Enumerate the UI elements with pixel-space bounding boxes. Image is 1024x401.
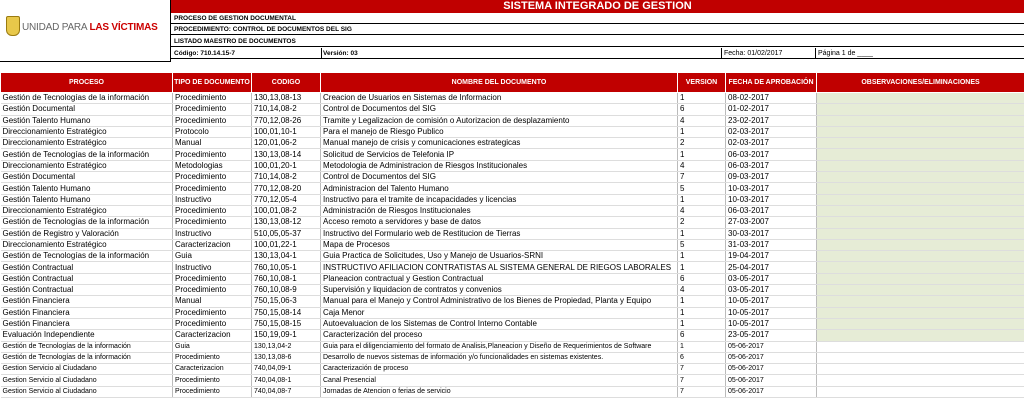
- table-cell: 03-05-2017: [726, 285, 817, 296]
- table-cell: Gestión Documental: [1, 104, 173, 115]
- table-cell: 1: [678, 318, 726, 329]
- table-cell: 7: [678, 386, 726, 397]
- logo-brand: LAS VÍCTIMAS: [89, 22, 158, 33]
- observaciones-cell[interactable]: [817, 364, 1024, 375]
- table-cell: Direccionamiento Estratégico: [1, 160, 173, 171]
- table-cell: Caja Menor: [321, 307, 678, 318]
- table-cell: 1: [678, 228, 726, 239]
- col-nombre: NOMBRE DEL DOCUMENTO: [321, 73, 678, 93]
- table-cell: 1: [678, 149, 726, 160]
- table-cell: Procedimiento: [173, 172, 252, 183]
- table-cell: 120,01,06-2: [252, 138, 321, 149]
- table-cell: 10-03-2017: [726, 194, 817, 205]
- table-row: [1, 93, 1024, 104]
- observaciones-cell[interactable]: [817, 183, 1024, 194]
- col-proceso: PROCESO: [1, 73, 173, 93]
- table-cell: Gestión Financiera: [1, 296, 173, 307]
- observaciones-cell[interactable]: [817, 194, 1024, 205]
- table-cell: Instructivo: [173, 262, 252, 273]
- observaciones-cell[interactable]: [817, 115, 1024, 126]
- table-cell: 760,10,08-1: [252, 273, 321, 284]
- table-row: [1, 239, 1024, 250]
- table-cell: 02-03-2017: [726, 138, 817, 149]
- logo: [22, 22, 158, 33]
- table-cell: 05-06-2017: [726, 352, 817, 363]
- document-header: [0, 0, 1024, 62]
- table-cell: 710,14,08-2: [252, 104, 321, 115]
- table-cell: Administración de Riesgos Institucionales: [321, 205, 678, 216]
- table-cell: 31-03-2017: [726, 239, 817, 250]
- table-cell: Procedimiento: [173, 273, 252, 284]
- table-cell: 10-05-2017: [726, 318, 817, 329]
- table-cell: 1: [678, 307, 726, 318]
- table-cell: 01-02-2017: [726, 104, 817, 115]
- col-fecha: FECHA DE APROBACIÓN: [726, 73, 817, 93]
- table-cell: Gestión Financiera: [1, 318, 173, 329]
- table-cell: Guia: [173, 341, 252, 352]
- table-cell: Gestión de Tecnologías de la información: [1, 149, 173, 160]
- table-cell: Gestión de Tecnologías de la información: [1, 341, 173, 352]
- table-cell: Procedimiento: [173, 217, 252, 228]
- table-cell: 19-04-2017: [726, 251, 817, 262]
- table-cell: 09-03-2017: [726, 172, 817, 183]
- table-cell: 130,13,04-1: [252, 251, 321, 262]
- table-cell: Tramite y Legalizacion de comisión o Autorizacion de desplazamiento: [321, 115, 678, 126]
- table-cell: 2: [678, 217, 726, 228]
- table-cell: 1: [678, 126, 726, 137]
- table-cell: Caracterizacion: [173, 330, 252, 341]
- table-cell: 10-03-2017: [726, 183, 817, 194]
- table-cell: 23-05-2017: [726, 330, 817, 341]
- table-cell: Gestión de Tecnologías de la información: [1, 251, 173, 262]
- table-cell: Autoevaluacion de los Sistemas de Control Interno Contable: [321, 318, 678, 329]
- table-cell: Procedimiento: [173, 375, 252, 386]
- observaciones-cell[interactable]: [817, 126, 1024, 137]
- listado-row: LISTADO MAESTRO DE DOCUMENTOS: [171, 36, 1024, 47]
- table-cell: 7: [678, 375, 726, 386]
- page-title: SISTEMA INTEGRADO DE GESTION: [171, 0, 1024, 13]
- table-cell: Instructivo: [173, 194, 252, 205]
- table-cell: Metodologias: [173, 160, 252, 171]
- codigo-label: Código: 710.14.15-7: [174, 50, 236, 57]
- fecha-label: Fecha: 01/02/2017: [724, 50, 783, 57]
- table-cell: 5: [678, 239, 726, 250]
- table-cell: 4: [678, 285, 726, 296]
- table-cell: Control de Documentos del SIG: [321, 172, 678, 183]
- table-cell: Control de Documentos del SIG: [321, 104, 678, 115]
- table-row: [1, 285, 1024, 296]
- table-cell: 1: [678, 262, 726, 273]
- table-cell: 2: [678, 138, 726, 149]
- col-observaciones: OBSERVACIONES/ELIMINACIONES: [817, 73, 1024, 93]
- table-cell: 25-04-2017: [726, 262, 817, 273]
- observaciones-cell[interactable]: [817, 352, 1024, 363]
- table-cell: 740,04,08-1: [252, 375, 321, 386]
- table-cell: Procedimiento: [173, 93, 252, 104]
- table-cell: Procedimiento: [173, 183, 252, 194]
- table-cell: 1: [678, 251, 726, 262]
- table-cell: Caracterización de proceso: [321, 364, 678, 375]
- table-cell: Caracterizacion: [173, 239, 252, 250]
- table-cell: Gestión Contractual: [1, 285, 173, 296]
- table-cell: Metodologia de Administracion de Riesgos Institucionales: [321, 160, 678, 171]
- observaciones-cell[interactable]: [817, 273, 1024, 284]
- table-cell: 750,15,08-15: [252, 318, 321, 329]
- table-row: [1, 375, 1024, 386]
- col-version: VERSION: [678, 73, 726, 93]
- observaciones-cell[interactable]: [817, 149, 1024, 160]
- table-cell: Instructivo: [173, 228, 252, 239]
- table-cell: Planeacion contractual y Gestion Contractual: [321, 273, 678, 284]
- table-cell: Gestión de Tecnologías de la información: [1, 93, 173, 104]
- observaciones-cell[interactable]: [817, 285, 1024, 296]
- table-row: [1, 115, 1024, 126]
- table-cell: 4: [678, 160, 726, 171]
- table-row: [1, 307, 1024, 318]
- observaciones-cell[interactable]: [817, 138, 1024, 149]
- table-cell: 06-03-2017: [726, 205, 817, 216]
- table-row: [1, 318, 1024, 329]
- observaciones-cell[interactable]: [817, 93, 1024, 104]
- table-cell: 05-06-2017: [726, 386, 817, 397]
- table-header-row: [1, 73, 1024, 93]
- observaciones-cell[interactable]: [817, 386, 1024, 397]
- table-cell: 6: [678, 104, 726, 115]
- table-cell: 02-03-2017: [726, 126, 817, 137]
- table-cell: 10-05-2017: [726, 307, 817, 318]
- coat-of-arms-icon: [6, 16, 20, 36]
- table-cell: Gestión Documental: [1, 172, 173, 183]
- table-cell: 10-05-2017: [726, 296, 817, 307]
- table-cell: 760,10,08-9: [252, 285, 321, 296]
- logo-prefix: UNIDAD PARA: [22, 22, 90, 33]
- metadata-row: [171, 48, 1024, 59]
- table-cell: 6: [678, 273, 726, 284]
- table-cell: Gestión Talento Humano: [1, 115, 173, 126]
- table-row: [1, 217, 1024, 228]
- table-row: [1, 160, 1024, 171]
- table-cell: Procedimiento: [173, 205, 252, 216]
- table-cell: Desarrollo de nuevos sistemas de información y/o funcionalidades en sistemas existentes.: [321, 352, 678, 363]
- table-cell: 06-03-2017: [726, 160, 817, 171]
- table-cell: 100,01,10-1: [252, 126, 321, 137]
- table-cell: 4: [678, 205, 726, 216]
- table-cell: 740,04,09-1: [252, 364, 321, 375]
- pagina-label: Página 1 de ____: [818, 50, 873, 57]
- table-row: [1, 364, 1024, 375]
- table-cell: Gestion Servicio al Ciudadano: [1, 386, 173, 397]
- table-row: [1, 172, 1024, 183]
- observaciones-cell[interactable]: [817, 228, 1024, 239]
- table-cell: Evaluación Independiente: [1, 330, 173, 341]
- table-cell: Instructivo para el tramite de incapacidades y licencias: [321, 194, 678, 205]
- table-cell: 750,15,06-3: [252, 296, 321, 307]
- table-row: [1, 194, 1024, 205]
- observaciones-cell[interactable]: [817, 318, 1024, 329]
- table-row: [1, 251, 1024, 262]
- table-cell: 130,13,08-12: [252, 217, 321, 228]
- table-cell: 130,13,08-13: [252, 93, 321, 104]
- table-cell: 100,01,08-2: [252, 205, 321, 216]
- table-cell: Gestión Financiera: [1, 307, 173, 318]
- table-cell: 1: [678, 341, 726, 352]
- table-cell: Direccionamiento Estratégico: [1, 205, 173, 216]
- table-cell: 750,15,08-14: [252, 307, 321, 318]
- table-cell: Procedimiento: [173, 307, 252, 318]
- table-cell: 30-03-2017: [726, 228, 817, 239]
- table-cell: Gestion Servicio al Ciudadano: [1, 375, 173, 386]
- table-cell: Solicitud de Servicios de Telefonia IP: [321, 149, 678, 160]
- table-row: [1, 126, 1024, 137]
- table-cell: Guia para el diligenciamiento del formato de Analisis,Planeacion y Diseño de Requerimientos de Software: [321, 341, 678, 352]
- table-cell: 770,12,08-20: [252, 183, 321, 194]
- table-cell: Caracterización del proceso: [321, 330, 678, 341]
- table-cell: 6: [678, 330, 726, 341]
- table-cell: Gestion Servicio al Ciudadano: [1, 364, 173, 375]
- table-cell: Protocolo: [173, 126, 252, 137]
- logo-cell: [0, 0, 171, 62]
- table-cell: Procedimiento: [173, 318, 252, 329]
- table-cell: Gestión Contractual: [1, 262, 173, 273]
- table-cell: 5: [678, 183, 726, 194]
- table-cell: Gestión Contractual: [1, 273, 173, 284]
- table-cell: Procedimiento: [173, 285, 252, 296]
- table-cell: 710,14,08-2: [252, 172, 321, 183]
- table-cell: Mapa de Procesos: [321, 239, 678, 250]
- observaciones-cell[interactable]: [817, 307, 1024, 318]
- table-cell: 4: [678, 115, 726, 126]
- table-cell: Manual para el Manejo y Control Administrativo de los Bienes de Propiedad, Planta y Equipo: [321, 296, 678, 307]
- version-label: Versión: 03: [323, 50, 358, 57]
- table-cell: Direccionamiento Estratégico: [1, 138, 173, 149]
- table-cell: 130,13,04-2: [252, 341, 321, 352]
- col-tipo: TIPO DE DOCUMENTO: [173, 73, 252, 93]
- table-cell: 6: [678, 352, 726, 363]
- table-row: [1, 138, 1024, 149]
- table-cell: Administracion del Talento Humano: [321, 183, 678, 194]
- table-cell: Acceso remoto a servidores y base de datos: [321, 217, 678, 228]
- table-cell: 770,12,08-26: [252, 115, 321, 126]
- observaciones-cell[interactable]: [817, 330, 1024, 341]
- table-cell: 510,05,05-37: [252, 228, 321, 239]
- table-cell: Caracterizacion: [173, 364, 252, 375]
- table-cell: Gestión de Registro y Valoración: [1, 228, 173, 239]
- table-cell: Procedimiento: [173, 386, 252, 397]
- table-cell: 130,13,08-6: [252, 352, 321, 363]
- proceso-row: PROCESO DE GESTION DOCUMENTAL: [171, 13, 1024, 24]
- table-cell: 100,01,20-1: [252, 160, 321, 171]
- table-cell: INSTRUCTIVO AFILIACION CONTRATISTAS AL SISTEMA GENERAL DE RIEGOS LABORALES: [321, 262, 678, 273]
- observaciones-cell[interactable]: [817, 172, 1024, 183]
- table-cell: 06-03-2017: [726, 149, 817, 160]
- table-cell: Canal Presencial: [321, 375, 678, 386]
- table-row: [1, 273, 1024, 284]
- table-cell: 150,19,09-1: [252, 330, 321, 341]
- table-cell: Manual: [173, 296, 252, 307]
- table-cell: 05-06-2017: [726, 364, 817, 375]
- table-cell: Procedimiento: [173, 104, 252, 115]
- table-cell: Procedimiento: [173, 352, 252, 363]
- table-cell: 1: [678, 194, 726, 205]
- table-cell: Para el manejo de Riesgo Publico: [321, 126, 678, 137]
- table-cell: 760,10,05-1: [252, 262, 321, 273]
- table-row: [1, 296, 1024, 307]
- table-cell: 03-05-2017: [726, 273, 817, 284]
- table-cell: Manual: [173, 138, 252, 149]
- table-row: [1, 262, 1024, 273]
- table-cell: 1: [678, 93, 726, 104]
- table-cell: Direccionamiento Estratégico: [1, 126, 173, 137]
- observaciones-cell[interactable]: [817, 296, 1024, 307]
- table-cell: 7: [678, 172, 726, 183]
- table-cell: Supervisión y liquidacion de contratos y convenios: [321, 285, 678, 296]
- table-row: [1, 183, 1024, 194]
- table-cell: 08-02-2017: [726, 93, 817, 104]
- table-cell: 770,12,05-4: [252, 194, 321, 205]
- master-documents-table: [0, 72, 1024, 398]
- table-cell: Creacion de Usuarios en Sistemas de Informacion: [321, 93, 678, 104]
- table-row: [1, 386, 1024, 397]
- table-cell: Guia Practica de Solicitudes, Uso y Manejo de Usuarios-SRNI: [321, 251, 678, 262]
- table-cell: Gestión de Tecnologías de la información: [1, 217, 173, 228]
- table-cell: 05-06-2017: [726, 375, 817, 386]
- table-cell: 7: [678, 364, 726, 375]
- observaciones-cell[interactable]: [817, 262, 1024, 273]
- table-row: [1, 352, 1024, 363]
- table-cell: 100,01,22-1: [252, 239, 321, 250]
- observaciones-cell[interactable]: [817, 160, 1024, 171]
- table-cell: Procedimiento: [173, 149, 252, 160]
- table-cell: 130,13,08-14: [252, 149, 321, 160]
- table-row: [1, 341, 1024, 352]
- table-cell: Procedimiento: [173, 115, 252, 126]
- observaciones-cell[interactable]: [817, 239, 1024, 250]
- observaciones-cell[interactable]: [817, 341, 1024, 352]
- col-codigo: CODIGO: [252, 73, 321, 93]
- table-cell: Manual manejo de crisis y comunicaciones estrategicas: [321, 138, 678, 149]
- table-row: [1, 149, 1024, 160]
- table-cell: Direccionamiento Estratégico: [1, 239, 173, 250]
- table-row: [1, 104, 1024, 115]
- table-cell: Gestión Talento Humano: [1, 194, 173, 205]
- table-cell: 740,04,08-7: [252, 386, 321, 397]
- table-cell: 05-06-2017: [726, 341, 817, 352]
- table-cell: Gestión Talento Humano: [1, 183, 173, 194]
- table-row: [1, 205, 1024, 216]
- table-cell: 23-02-2017: [726, 115, 817, 126]
- table-cell: Guia: [173, 251, 252, 262]
- table-row: [1, 330, 1024, 341]
- table-cell: Gestión de Tecnologías de la información: [1, 352, 173, 363]
- observaciones-cell[interactable]: [817, 104, 1024, 115]
- observaciones-cell[interactable]: [817, 205, 1024, 216]
- observaciones-cell[interactable]: [817, 375, 1024, 386]
- table-cell: Instructivo del Formulario web de Restitucion de Tierras: [321, 228, 678, 239]
- table-cell: Jornadas de Atencion o ferias de servicio: [321, 386, 678, 397]
- table-row: [1, 228, 1024, 239]
- observaciones-cell[interactable]: [817, 217, 1024, 228]
- table-cell: 1: [678, 296, 726, 307]
- observaciones-cell[interactable]: [817, 251, 1024, 262]
- procedimiento-row: PROCEDIMIENTO: CONTROL DE DOCUMENTOS DEL SIG: [171, 24, 1024, 35]
- table-cell: 27-03-2007: [726, 217, 817, 228]
